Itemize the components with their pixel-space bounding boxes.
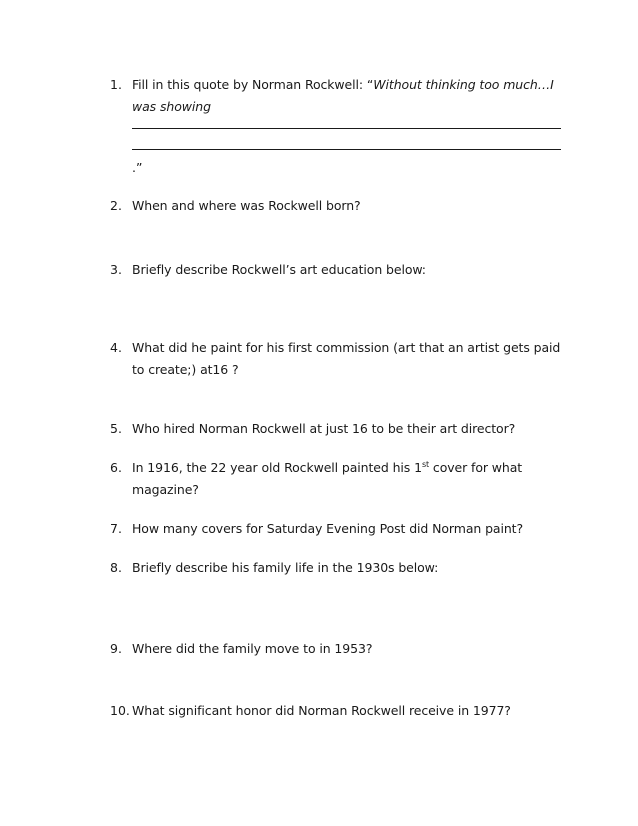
question-number: 8. (110, 560, 122, 575)
question-number: 6. (110, 460, 122, 475)
question-10 (110, 700, 570, 722)
quote-text: Without thinking too much…I was showing (132, 77, 554, 114)
question-4 (110, 337, 570, 381)
question-number: 2. (110, 198, 122, 213)
question-text: Briefly describe his family life in the 1930s below: (132, 560, 439, 575)
question-2 (110, 195, 570, 217)
question-text: In 1916, the 22 year old Rockwell painted his 1st cover for what magazine? (132, 459, 523, 497)
question-text: Fill in this quote by Norman Rockwell: “ (132, 77, 374, 92)
question-text: Who hired Norman Rockwell at just 16 to be their art director? (132, 421, 516, 436)
question-number: 10. (110, 703, 130, 718)
question-number: 9. (110, 641, 122, 656)
question-text: What significant honor did Norman Rockwell receive in 1977? (132, 703, 511, 718)
quote-closing: .” (132, 160, 143, 175)
question-1 (110, 74, 570, 118)
question-number: 4. (110, 340, 122, 355)
question-7 (110, 518, 570, 540)
answer-blank-line[interactable] (132, 149, 561, 150)
answer-blank-line[interactable] (132, 128, 561, 129)
question-number: 5. (110, 421, 122, 436)
question-number: 7. (110, 521, 122, 536)
question-text: Briefly describe Rockwell’s art education below: (132, 262, 426, 277)
question-number: 3. (110, 262, 122, 277)
question-6 (110, 457, 570, 501)
question-9 (110, 638, 570, 660)
question-text: When and where was Rockwell born? (132, 198, 361, 213)
question-number: 1. (110, 77, 122, 92)
question-8 (110, 557, 570, 579)
question-3 (110, 259, 570, 281)
question-text: Where did the family move to in 1953? (132, 641, 373, 656)
question-5 (110, 418, 570, 440)
ordinal-suffix: st (421, 459, 430, 469)
question-text: What did he paint for his first commission (art that an artist gets paid to create;) at16 ? (132, 340, 561, 377)
question-text: How many covers for Saturday Evening Post did Norman paint? (132, 521, 523, 536)
